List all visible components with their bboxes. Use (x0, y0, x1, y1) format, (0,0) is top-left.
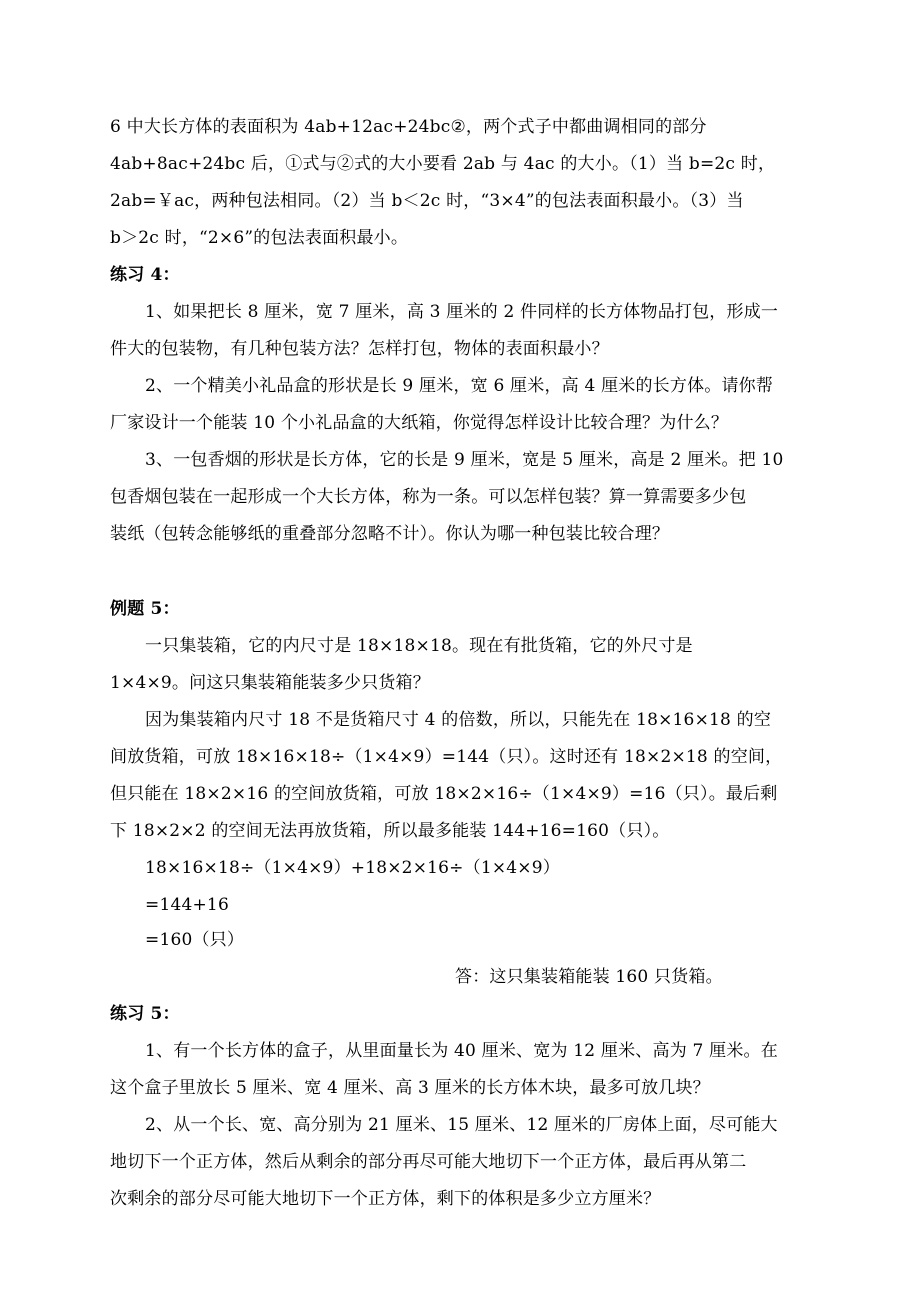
intro-line: b＞2c 时，“2×6”的包法表面积最小。 (110, 228, 409, 248)
example5-solution-cont: 但只能在 18×2×16 的空间放货箱，可放 18×2×16÷（1×4×9）=16（只）。最后剩 (110, 784, 778, 804)
practice4-item-1-cont: 件大的包装物，有几种包装方法？怎样打包，物体的表面积最小？ (110, 339, 609, 359)
example5-equation: =144+16 (145, 895, 229, 915)
example5-problem: 一只集装箱，它的内尺寸是 18×18×18。现在有批货箱，它的外尺寸是 (145, 636, 693, 656)
example5-heading: 例题 5： (110, 599, 180, 619)
practice5-item-2-cont: 地切下一个正方体，然后从剩余的部分再尽可能大地切下一个正方体，最后再从第二 (110, 1152, 747, 1172)
practice5-heading: 练习 5： (110, 1004, 180, 1024)
example5-equation: 18×16×18÷（1×4×9）+18×2×16÷（1×4×9） (145, 858, 560, 878)
example5-solution-cont: 间放货箱，可放 18×16×18÷（1×4×9）=144（只）。这时还有 18×2×18 的空间， (110, 747, 783, 767)
intro-line: 4ab+8ac+24bc 后，①式与②式的大小要看 2ab 与 4ac 的大小。（1）当 b=2c 时， (110, 154, 776, 174)
example5-answer: 答：这只集装箱能装 160 只货箱。 (455, 967, 723, 987)
example5-problem-cont: 1×4×9。问这只集装箱能装多少只货箱？ (110, 673, 430, 693)
intro-line: 6 中大长方体的表面积为 4ab+12ac+24bc②，两个式子中都曲调相同的部分 (110, 117, 707, 137)
practice4-item-2-cont: 厂家设计一个能装 10 个小礼品盒的大纸箱，你觉得怎样设计比较合理？为什么？ (110, 413, 729, 433)
practice4-item-3-cont: 装纸（包转念能够纸的重叠部分忽略不计）。你认为哪一种包装比较合理？ (110, 524, 670, 544)
practice4-item-3-cont: 包香烟包装在一起形成一个大长方体，称为一条。可以怎样包装？算一算需要多少包 (110, 487, 747, 507)
practice5-item-1: 1、有一个长方体的盒子，从里面量长为 40 厘米、宽为 12 厘米、高为 7 厘米。在 (145, 1041, 778, 1061)
practice4-item-3: 3、一包香烟的形状是长方体，它的长是 9 厘米，宽是 5 厘米，高是 2 厘米。把 10 (145, 450, 784, 470)
practice4-item-1: 1、如果把长 8 厘米，宽 7 厘米，高 3 厘米的 2 件同样的长方体物品打包，形成一 (145, 302, 779, 322)
practice5-item-2-cont: 次剩余的部分尽可能大地切下一个正方体，剩下的体积是多少立方厘米？ (110, 1189, 661, 1209)
practice5-item-2: 2、从一个长、宽、高分别为 21 厘米、15 厘米、12 厘米的厂房体上面，尽可能大 (145, 1115, 778, 1135)
example5-equation: =160（只） (145, 930, 245, 950)
practice5-item-1-cont: 这个盒子里放长 5 厘米、宽 4 厘米、高 3 厘米的长方体木块，最多可放几块？ (110, 1078, 710, 1098)
practice4-heading: 练习 4： (110, 265, 180, 285)
intro-line: 2ab=￥ac，两种包法相同。（2）当 b＜2c 时，“3×4”的包法表面积最小。（3）当 (110, 191, 744, 211)
practice4-item-2: 2、一个精美小礼品盒的形状是长 9 厘米，宽 6 厘米，高 4 厘米的长方体。请你帮 (145, 376, 774, 396)
example5-solution: 因为集装箱内尺寸 18 不是货箱尺寸 4 的倍数，所以，只能先在 18×16×18 的空 (145, 710, 772, 730)
example5-solution-cont: 下 18×2×2 的空间无法再放货箱，所以最多能装 144+16=160（只）。 (110, 821, 670, 841)
